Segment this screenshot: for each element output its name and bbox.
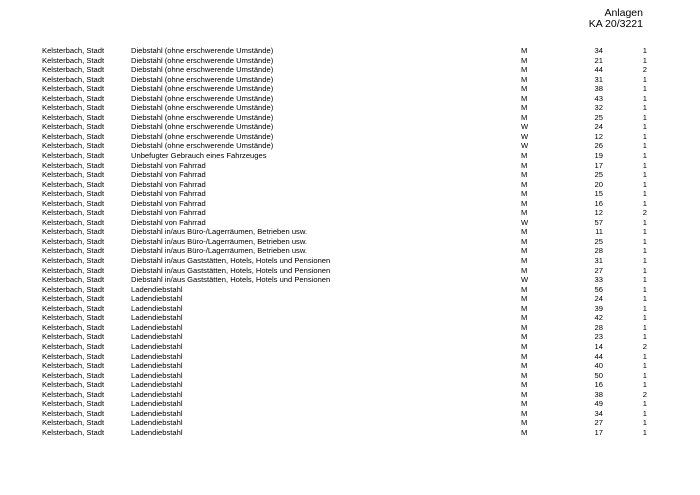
- sex-cell: W: [521, 131, 529, 141]
- offense-cell: Diebstahl (ohne erschwerende Umstände): [131, 65, 274, 75]
- place-cell: Kelsterbach, Stadt: [42, 256, 105, 266]
- place-cell: Kelsterbach, Stadt: [42, 236, 105, 246]
- table-row: [42, 275, 647, 285]
- offense-cell: Ladendiebstahl: [131, 370, 183, 380]
- age-cell: 38: [594, 84, 603, 94]
- offense-cell: Diebstahl (ohne erschwerende Umstände): [131, 103, 274, 113]
- table-row: [42, 399, 647, 409]
- table-row: [42, 94, 647, 104]
- count-cell: 1: [642, 427, 647, 437]
- table-row: [42, 151, 647, 161]
- sex-cell: M: [521, 322, 528, 332]
- sex-cell: M: [521, 160, 528, 170]
- count-cell: 1: [642, 93, 647, 103]
- table-row: [42, 122, 647, 132]
- count-cell: 1: [642, 313, 647, 323]
- offense-cell: Ladendiebstahl: [131, 361, 183, 371]
- age-cell: 12: [594, 208, 603, 218]
- count-cell: 1: [642, 103, 647, 113]
- place-cell: Kelsterbach, Stadt: [42, 380, 105, 390]
- age-cell: 26: [594, 141, 603, 151]
- offense-cell: Diebstahl in/aus Büro-/Lagerräumen, Betrieben usw.: [131, 246, 308, 256]
- table-row: [42, 390, 647, 400]
- table-row: [42, 409, 647, 419]
- table-row: [42, 56, 647, 66]
- sex-cell: M: [521, 227, 528, 237]
- place-cell: Kelsterbach, Stadt: [42, 399, 105, 409]
- age-cell: 38: [594, 389, 603, 399]
- age-cell: 11: [595, 227, 603, 237]
- crime-records-table: [42, 46, 647, 437]
- offense-cell: Ladendiebstahl: [131, 303, 183, 313]
- age-cell: 27: [594, 265, 603, 275]
- offense-cell: Diebstahl (ohne erschwerende Umstände): [131, 93, 274, 103]
- sex-cell: M: [521, 418, 528, 428]
- table-row: [42, 246, 647, 256]
- age-cell: 31: [594, 74, 603, 84]
- table-row: [42, 256, 647, 266]
- offense-cell: Ladendiebstahl: [131, 399, 183, 409]
- offense-cell: Ladendiebstahl: [131, 418, 183, 428]
- place-cell: Kelsterbach, Stadt: [42, 65, 105, 75]
- place-cell: Kelsterbach, Stadt: [42, 322, 105, 332]
- place-cell: Kelsterbach, Stadt: [42, 151, 105, 161]
- age-cell: 12: [594, 131, 603, 141]
- place-cell: Kelsterbach, Stadt: [42, 131, 105, 141]
- table-row: [42, 132, 647, 142]
- table-row: [42, 237, 647, 247]
- count-cell: 1: [642, 399, 647, 409]
- age-cell: 44: [594, 351, 603, 361]
- offense-cell: Ladendiebstahl: [131, 380, 183, 390]
- document-reference-header: [589, 8, 643, 30]
- table-row: [42, 84, 647, 94]
- age-cell: 44: [594, 65, 603, 75]
- offense-cell: Diebstahl (ohne erschwerende Umstände): [131, 74, 274, 84]
- age-cell: 34: [594, 46, 603, 55]
- age-cell: 16: [594, 380, 603, 390]
- sex-cell: M: [521, 399, 528, 409]
- sex-cell: M: [521, 55, 528, 65]
- sex-cell: M: [521, 294, 528, 304]
- age-cell: 20: [594, 179, 603, 189]
- count-cell: 1: [642, 112, 647, 122]
- age-cell: 15: [594, 189, 603, 199]
- count-cell: 1: [642, 246, 647, 256]
- place-cell: Kelsterbach, Stadt: [42, 313, 105, 323]
- place-cell: Kelsterbach, Stadt: [42, 84, 105, 94]
- place-cell: Kelsterbach, Stadt: [42, 170, 105, 180]
- table-row: [42, 285, 647, 295]
- offense-cell: Ladendiebstahl: [131, 313, 183, 323]
- age-cell: 42: [594, 313, 603, 323]
- sex-cell: M: [521, 189, 528, 199]
- offense-cell: Diebstahl (ohne erschwerende Umstände): [131, 112, 274, 122]
- age-cell: 32: [594, 103, 603, 113]
- sex-cell: W: [521, 141, 529, 151]
- table-row: [42, 266, 647, 276]
- sex-cell: M: [521, 332, 528, 342]
- count-cell: 1: [642, 322, 647, 332]
- table-row: [42, 313, 647, 323]
- count-cell: 1: [642, 256, 647, 266]
- count-cell: 1: [642, 332, 647, 342]
- offense-cell: Diebstahl in/aus Büro-/Lagerräumen, Betrieben usw.: [131, 227, 308, 237]
- offense-cell: Diebstahl (ohne erschwerende Umstände): [131, 131, 274, 141]
- sex-cell: M: [521, 74, 528, 84]
- offense-cell: Diebstahl in/aus Gaststätten, Hotels, Hotels und Pensionen: [131, 256, 331, 266]
- count-cell: 1: [642, 227, 647, 237]
- table-row: [42, 428, 647, 438]
- place-cell: Kelsterbach, Stadt: [42, 294, 105, 304]
- count-cell: 1: [642, 418, 647, 428]
- place-cell: Kelsterbach, Stadt: [42, 246, 105, 256]
- count-cell: 1: [642, 351, 647, 361]
- sex-cell: M: [521, 198, 528, 208]
- sex-cell: M: [521, 408, 528, 418]
- table-row: [42, 75, 647, 85]
- age-cell: 56: [594, 284, 603, 294]
- table-row: [42, 141, 647, 151]
- sex-cell: M: [521, 303, 528, 313]
- sex-cell: M: [521, 351, 528, 361]
- age-cell: 24: [594, 294, 603, 304]
- count-cell: 1: [642, 55, 647, 65]
- count-cell: 1: [642, 408, 647, 418]
- offense-cell: Ladendiebstahl: [131, 322, 183, 332]
- sex-cell: M: [521, 84, 528, 94]
- annex-label: Anlagen: [604, 7, 643, 19]
- sex-cell: W: [521, 217, 529, 227]
- age-cell: 14: [594, 341, 603, 351]
- age-cell: 40: [594, 361, 603, 371]
- place-cell: Kelsterbach, Stadt: [42, 141, 105, 151]
- count-cell: 1: [642, 294, 647, 304]
- table-row: [42, 227, 647, 237]
- sex-cell: M: [521, 170, 528, 180]
- sex-cell: W: [521, 275, 529, 285]
- sex-cell: M: [521, 112, 528, 122]
- offense-cell: Diebstahl in/aus Gaststätten, Hotels, Hotels und Pensionen: [131, 275, 331, 285]
- place-cell: Kelsterbach, Stadt: [42, 427, 105, 437]
- sex-cell: M: [521, 284, 528, 294]
- place-cell: Kelsterbach, Stadt: [42, 227, 105, 237]
- table-row: [42, 371, 647, 381]
- place-cell: Kelsterbach, Stadt: [42, 284, 105, 294]
- place-cell: Kelsterbach, Stadt: [42, 112, 105, 122]
- count-cell: 1: [642, 179, 647, 189]
- sex-cell: M: [521, 313, 528, 323]
- age-cell: 57: [594, 217, 603, 227]
- age-cell: 25: [594, 112, 603, 122]
- offense-cell: Ladendiebstahl: [131, 294, 183, 304]
- offense-cell: Unbefugter Gebrauch eines Fahrzeuges: [131, 151, 267, 161]
- count-cell: 1: [642, 170, 647, 180]
- age-cell: 17: [594, 160, 603, 170]
- age-cell: 31: [594, 256, 603, 266]
- count-cell: 1: [642, 217, 647, 227]
- table-row: [42, 103, 647, 113]
- sex-cell: M: [521, 341, 528, 351]
- place-cell: Kelsterbach, Stadt: [42, 408, 105, 418]
- crime-records-body: [42, 46, 647, 437]
- count-cell: 1: [642, 361, 647, 371]
- table-row: [42, 294, 647, 304]
- table-row: [42, 199, 647, 209]
- table-row: [42, 189, 647, 199]
- age-cell: 25: [594, 236, 603, 246]
- age-cell: 39: [594, 303, 603, 313]
- place-cell: Kelsterbach, Stadt: [42, 332, 105, 342]
- place-cell: Kelsterbach, Stadt: [42, 160, 105, 170]
- place-cell: Kelsterbach, Stadt: [42, 265, 105, 275]
- sex-cell: M: [521, 265, 528, 275]
- table-row: [42, 170, 647, 180]
- place-cell: Kelsterbach, Stadt: [42, 361, 105, 371]
- table-row: [42, 65, 647, 75]
- age-cell: 21: [594, 55, 603, 65]
- place-cell: Kelsterbach, Stadt: [42, 189, 105, 199]
- place-cell: Kelsterbach, Stadt: [42, 55, 105, 65]
- offense-cell: Ladendiebstahl: [131, 332, 183, 342]
- table-row: [42, 208, 647, 218]
- offense-cell: Ladendiebstahl: [131, 341, 183, 351]
- place-cell: Kelsterbach, Stadt: [42, 370, 105, 380]
- sex-cell: M: [521, 179, 528, 189]
- offense-cell: Ladendiebstahl: [131, 284, 183, 294]
- place-cell: Kelsterbach, Stadt: [42, 303, 105, 313]
- offense-cell: Diebstahl (ohne erschwerende Umstände): [131, 84, 274, 94]
- offense-cell: Diebstahl von Fahrrad: [131, 160, 206, 170]
- place-cell: Kelsterbach, Stadt: [42, 217, 105, 227]
- count-cell: 1: [642, 160, 647, 170]
- offense-cell: Diebstahl (ohne erschwerende Umstände): [131, 55, 274, 65]
- table-row: [42, 342, 647, 352]
- sex-cell: M: [521, 93, 528, 103]
- place-cell: Kelsterbach, Stadt: [42, 389, 105, 399]
- table-row: [42, 113, 647, 123]
- place-cell: Kelsterbach, Stadt: [42, 208, 105, 218]
- offense-cell: Diebstahl von Fahrrad: [131, 179, 206, 189]
- sex-cell: M: [521, 151, 528, 161]
- table-row: [42, 218, 647, 228]
- count-cell: 1: [642, 198, 647, 208]
- age-cell: 28: [594, 246, 603, 256]
- place-cell: Kelsterbach, Stadt: [42, 341, 105, 351]
- table-row: [42, 352, 647, 362]
- sex-cell: M: [521, 103, 528, 113]
- age-cell: 23: [594, 332, 603, 342]
- offense-cell: Ladendiebstahl: [131, 389, 183, 399]
- offense-cell: Diebstahl von Fahrrad: [131, 189, 206, 199]
- document-number: KA 20/3221: [588, 18, 643, 30]
- sex-cell: M: [521, 370, 528, 380]
- place-cell: Kelsterbach, Stadt: [42, 351, 105, 361]
- count-cell: 1: [642, 380, 647, 390]
- offense-cell: Diebstahl von Fahrrad: [131, 217, 206, 227]
- table-row: [42, 46, 647, 56]
- place-cell: Kelsterbach, Stadt: [42, 46, 105, 55]
- table-row: [42, 161, 647, 171]
- age-cell: 19: [594, 151, 603, 161]
- sex-cell: M: [521, 246, 528, 256]
- table-row: [42, 332, 647, 342]
- sex-cell: W: [521, 122, 529, 132]
- age-cell: 16: [594, 198, 603, 208]
- sex-cell: M: [521, 46, 528, 55]
- age-cell: 49: [594, 399, 603, 409]
- count-cell: 1: [642, 151, 647, 161]
- count-cell: 1: [642, 122, 647, 132]
- offense-cell: Diebstahl von Fahrrad: [131, 198, 206, 208]
- offense-cell: Diebstahl in/aus Gaststätten, Hotels, Hotels und Pensionen: [131, 265, 331, 275]
- sex-cell: M: [521, 65, 528, 75]
- count-cell: 1: [642, 46, 647, 55]
- offense-cell: Ladendiebstahl: [131, 427, 183, 437]
- sex-cell: M: [521, 208, 528, 218]
- age-cell: 17: [594, 427, 603, 437]
- count-cell: 1: [642, 284, 647, 294]
- sex-cell: M: [521, 256, 528, 266]
- count-cell: 1: [642, 141, 647, 151]
- offense-cell: Diebstahl (ohne erschwerende Umstände): [131, 122, 274, 132]
- count-cell: 1: [642, 265, 647, 275]
- count-cell: 1: [642, 84, 647, 94]
- sex-cell: M: [521, 236, 528, 246]
- table-row: [42, 361, 647, 371]
- place-cell: Kelsterbach, Stadt: [42, 198, 105, 208]
- place-cell: Kelsterbach, Stadt: [42, 74, 105, 84]
- count-cell: 1: [642, 236, 647, 246]
- place-cell: Kelsterbach, Stadt: [42, 93, 105, 103]
- offense-cell: Ladendiebstahl: [131, 408, 183, 418]
- offense-cell: Diebstahl von Fahrrad: [131, 170, 206, 180]
- offense-cell: Diebstahl in/aus Büro-/Lagerräumen, Betrieben usw.: [131, 236, 308, 246]
- offense-cell: Ladendiebstahl: [131, 351, 183, 361]
- sex-cell: M: [521, 427, 528, 437]
- table-row: [42, 380, 647, 390]
- age-cell: 33: [594, 275, 603, 285]
- sex-cell: M: [521, 389, 528, 399]
- age-cell: 50: [594, 370, 603, 380]
- count-cell: 2: [642, 341, 647, 351]
- age-cell: 43: [594, 93, 603, 103]
- place-cell: Kelsterbach, Stadt: [42, 275, 105, 285]
- table-row: [42, 180, 647, 190]
- offense-cell: Diebstahl (ohne erschwerende Umstände): [131, 141, 274, 151]
- table-row: [42, 418, 647, 428]
- age-cell: 25: [594, 170, 603, 180]
- count-cell: 1: [642, 74, 647, 84]
- count-cell: 1: [642, 275, 647, 285]
- place-cell: Kelsterbach, Stadt: [42, 418, 105, 428]
- table-row: [42, 323, 647, 333]
- count-cell: 1: [642, 131, 647, 141]
- place-cell: Kelsterbach, Stadt: [42, 103, 105, 113]
- count-cell: 1: [642, 370, 647, 380]
- age-cell: 24: [594, 122, 603, 132]
- table-row: [42, 304, 647, 314]
- age-cell: 27: [594, 418, 603, 428]
- place-cell: Kelsterbach, Stadt: [42, 179, 105, 189]
- age-cell: 28: [594, 322, 603, 332]
- offense-cell: Diebstahl (ohne erschwerende Umstände): [131, 46, 274, 55]
- sex-cell: M: [521, 380, 528, 390]
- offense-cell: Diebstahl von Fahrrad: [131, 208, 206, 218]
- count-cell: 2: [642, 65, 647, 75]
- place-cell: Kelsterbach, Stadt: [42, 122, 105, 132]
- count-cell: 1: [642, 189, 647, 199]
- sex-cell: M: [521, 361, 528, 371]
- count-cell: 1: [642, 303, 647, 313]
- count-cell: 2: [642, 389, 647, 399]
- count-cell: 2: [642, 208, 647, 218]
- age-cell: 34: [594, 408, 603, 418]
